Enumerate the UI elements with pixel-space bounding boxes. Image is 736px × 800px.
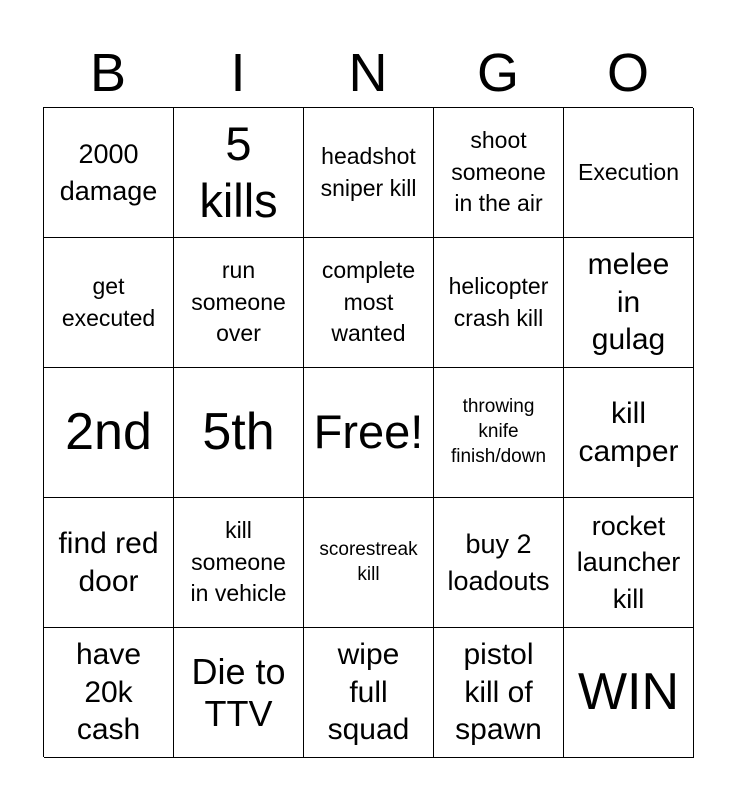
cell-label: WIN — [577, 662, 680, 721]
cell-label: headshot sniper kill — [320, 142, 417, 201]
header-letter-g: G — [476, 43, 519, 103]
bingo-cell[interactable] — [174, 368, 304, 498]
cell-label: pistol kill of spawn — [455, 638, 542, 747]
cell-label: Free! — [313, 405, 424, 459]
bingo-cell[interactable] — [174, 108, 304, 238]
bingo-cell[interactable] — [44, 108, 174, 238]
bingo-cell[interactable] — [304, 238, 434, 368]
bingo-cell[interactable] — [174, 238, 304, 368]
bingo-board — [43, 107, 693, 757]
bingo-cell[interactable] — [44, 628, 174, 758]
bingo-cell[interactable] — [174, 628, 304, 758]
cell-label: Execution — [577, 158, 679, 185]
bingo-cell[interactable] — [564, 368, 694, 498]
bingo-cell[interactable] — [564, 628, 694, 758]
cell-label: find red door — [58, 527, 159, 598]
bingo-cell[interactable] — [434, 628, 564, 758]
free-space-cell[interactable] — [304, 368, 434, 498]
bingo-cell[interactable] — [44, 368, 174, 498]
bingo-cell[interactable] — [434, 498, 564, 628]
bingo-cell[interactable] — [434, 238, 564, 368]
bingo-cell[interactable] — [564, 108, 694, 238]
header-letter-b: B — [89, 43, 127, 103]
cell-label: run someone over — [191, 256, 286, 347]
cell-label: helicopter crash kill — [448, 272, 549, 331]
bingo-cell[interactable] — [174, 498, 304, 628]
cell-label: throwing knife finish/down — [450, 396, 547, 467]
header-letter-n: N — [348, 43, 388, 103]
bingo-cell[interactable] — [304, 628, 434, 758]
bingo-cell[interactable] — [564, 238, 694, 368]
bingo-cell[interactable] — [564, 498, 694, 628]
cell-label: 2nd — [65, 402, 152, 461]
bingo-cell[interactable] — [434, 368, 564, 498]
bingo-cell[interactable] — [304, 498, 434, 628]
header-letter-o: O — [606, 43, 649, 103]
cell-label: wipe full squad — [327, 638, 410, 747]
cell-label: complete most wanted — [321, 256, 416, 347]
bingo-cell[interactable] — [44, 498, 174, 628]
cell-label: kill camper — [578, 397, 679, 468]
cell-label: melee in gulag — [587, 248, 670, 357]
cell-label: scorestreak kill — [319, 538, 418, 585]
bingo-cell[interactable] — [304, 108, 434, 238]
bingo-header — [43, 38, 693, 108]
cell-label: get executed — [61, 272, 156, 331]
cell-label: rocket launcher kill — [576, 510, 681, 614]
cell-label: have 20k cash — [75, 638, 142, 747]
bingo-cell[interactable] — [44, 238, 174, 368]
cell-label: kill someone in vehicle — [190, 516, 287, 607]
cell-label: 5th — [202, 402, 275, 461]
header-letter-i: I — [230, 43, 246, 103]
bingo-cell[interactable] — [434, 108, 564, 238]
cell-label: Die to TTV — [191, 651, 286, 734]
cell-label: 2000 damage — [59, 139, 158, 206]
cell-label: 5 kills — [199, 117, 278, 227]
cell-label: buy 2 loadouts — [447, 529, 550, 596]
cell-label: shoot someone in the air — [451, 126, 546, 217]
